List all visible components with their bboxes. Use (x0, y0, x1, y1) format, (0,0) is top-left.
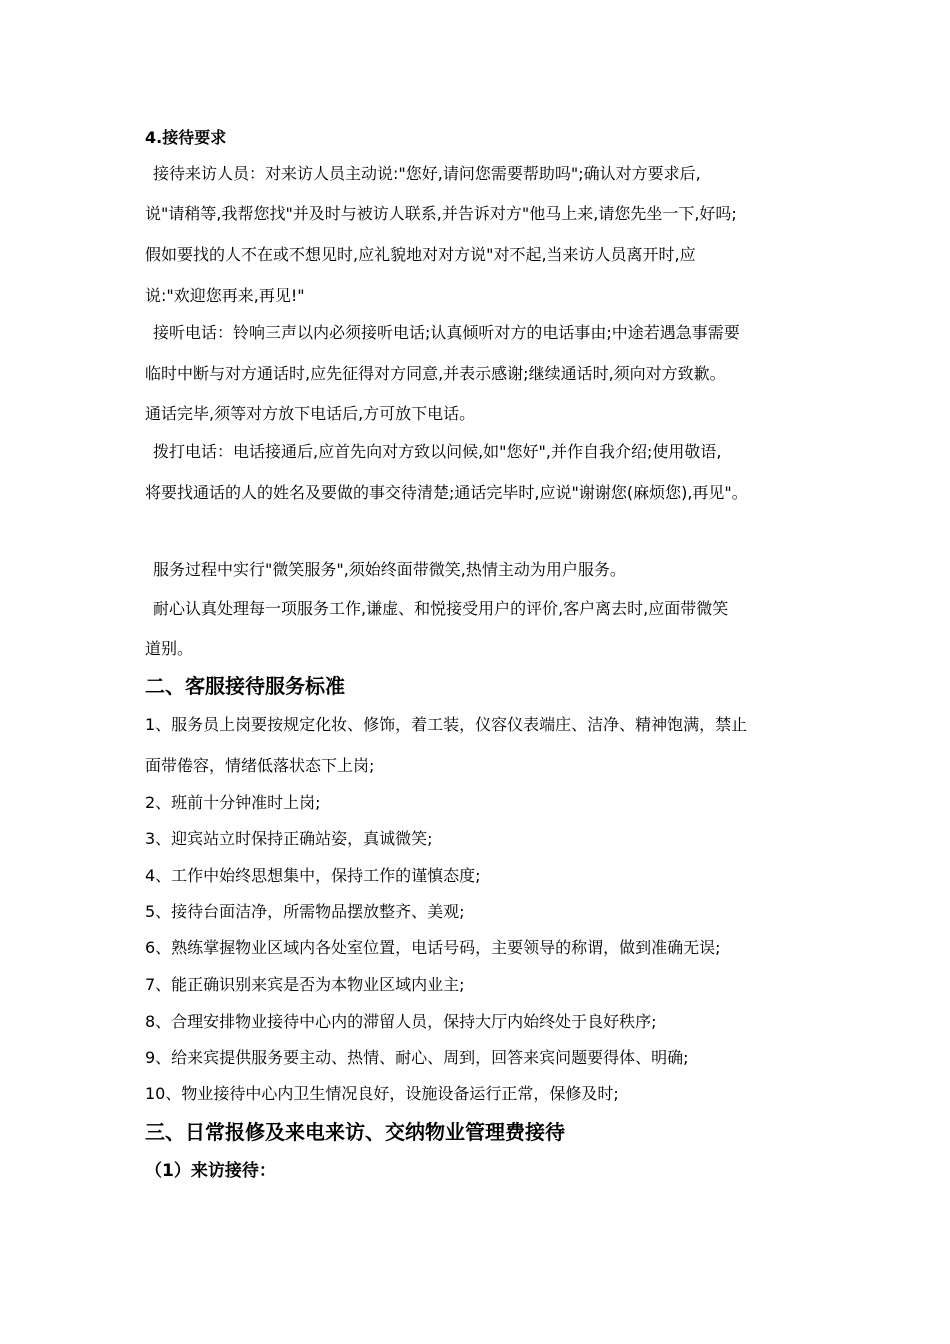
section-3-subtitle-1: （1）来访接待： (145, 1161, 276, 1181)
standard-item-5: 5、接待台面洁净，所需物品摆放整齐、美观; (145, 902, 465, 921)
section-4-title: 4.接待要求 (145, 128, 227, 147)
standard-item-7: 7、能正确识别来宾是否为本物业区域内业主; (145, 975, 465, 994)
standard-item-10: 10、物业接待中心内卫生情况良好，设施设备运行正常，保修及时; (145, 1084, 619, 1103)
standard-item-1-line-1: 1、服务员上岗要按规定化妆、修饰，着工装，仪容仪表端庄、洁净、精神饱满，禁止 (145, 715, 748, 734)
answer-phone-line-1: 接听电话：铃响三声以内必须接听电话;认真倾听对方的电话事由;中途若遇急事需要 (153, 323, 740, 342)
visitor-paragraph-line-3: 假如要找的人不在或不想见时,应礼貌地对对方说"对不起,当来访人员离开时,应 (145, 245, 696, 264)
section-3-title: 三、日常报修及来电来访、交纳物业管理费接待 (145, 1120, 565, 1144)
standard-item-9: 9、给来宾提供服务要主动、热情、耐心、周到，回答来宾问题要得体、明确; (145, 1048, 689, 1067)
answer-phone-line-3: 通话完毕,须等对方放下电话后,方可放下电话。 (145, 404, 476, 423)
smile-service-line: 服务过程中实行"微笑服务",须始终面带微笑,热情主动为用户服务。 (153, 560, 626, 579)
dial-phone-line-1: 拨打电话：电话接通后,应首先向对方致以问候,如"您好",并作自我介绍;使用敬语, (153, 442, 722, 461)
visitor-paragraph-line-4: 说:"欢迎您再来,再见!" (145, 286, 305, 305)
visitor-paragraph-line-2: 说"请稍等,我帮您找"并及时与被访人联系,并告诉对方"他马上来,请您先坐一下,好吗; (145, 204, 737, 223)
answer-phone-line-2: 临时中断与对方通话时,应先征得对方同意,并表示感谢;继续通话时,须向对方致歉。 (145, 364, 726, 383)
standard-item-2: 2、班前十分钟准时上岗; (145, 793, 321, 812)
section-2-title: 二、客服接待服务标准 (145, 674, 345, 698)
standard-item-8: 8、合理安排物业接待中心内的滞留人员，保持大厅内始终处于良好秩序; (145, 1012, 657, 1031)
patience-line-1: 耐心认真处理每一项服务工作,谦虚、和悦接受用户的评价,客户离去时,应面带微笑 (153, 599, 729, 618)
visitor-paragraph-line-1: 接待来访人员：对来访人员主动说:"您好,请问您需要帮助吗";确认对方要求后, (153, 164, 701, 183)
standard-item-6: 6、熟练掌握物业区域内各处室位置，电话号码，主要领导的称谓，做到准确无误; (145, 938, 721, 957)
dial-phone-line-2: 将要找通话的人的姓名及要做的事交待清楚;通话完毕时,应说"谢谢您(麻烦您),再见"。 (145, 483, 748, 502)
standard-item-1-line-2: 面带倦容，情绪低落状态下上岗; (145, 756, 375, 775)
standard-item-3: 3、迎宾站立时保持正确站姿，真诚微笑; (145, 829, 433, 848)
standard-item-4: 4、工作中始终思想集中，保持工作的谨慎态度; (145, 866, 481, 885)
patience-line-2: 道别。 (145, 639, 194, 658)
